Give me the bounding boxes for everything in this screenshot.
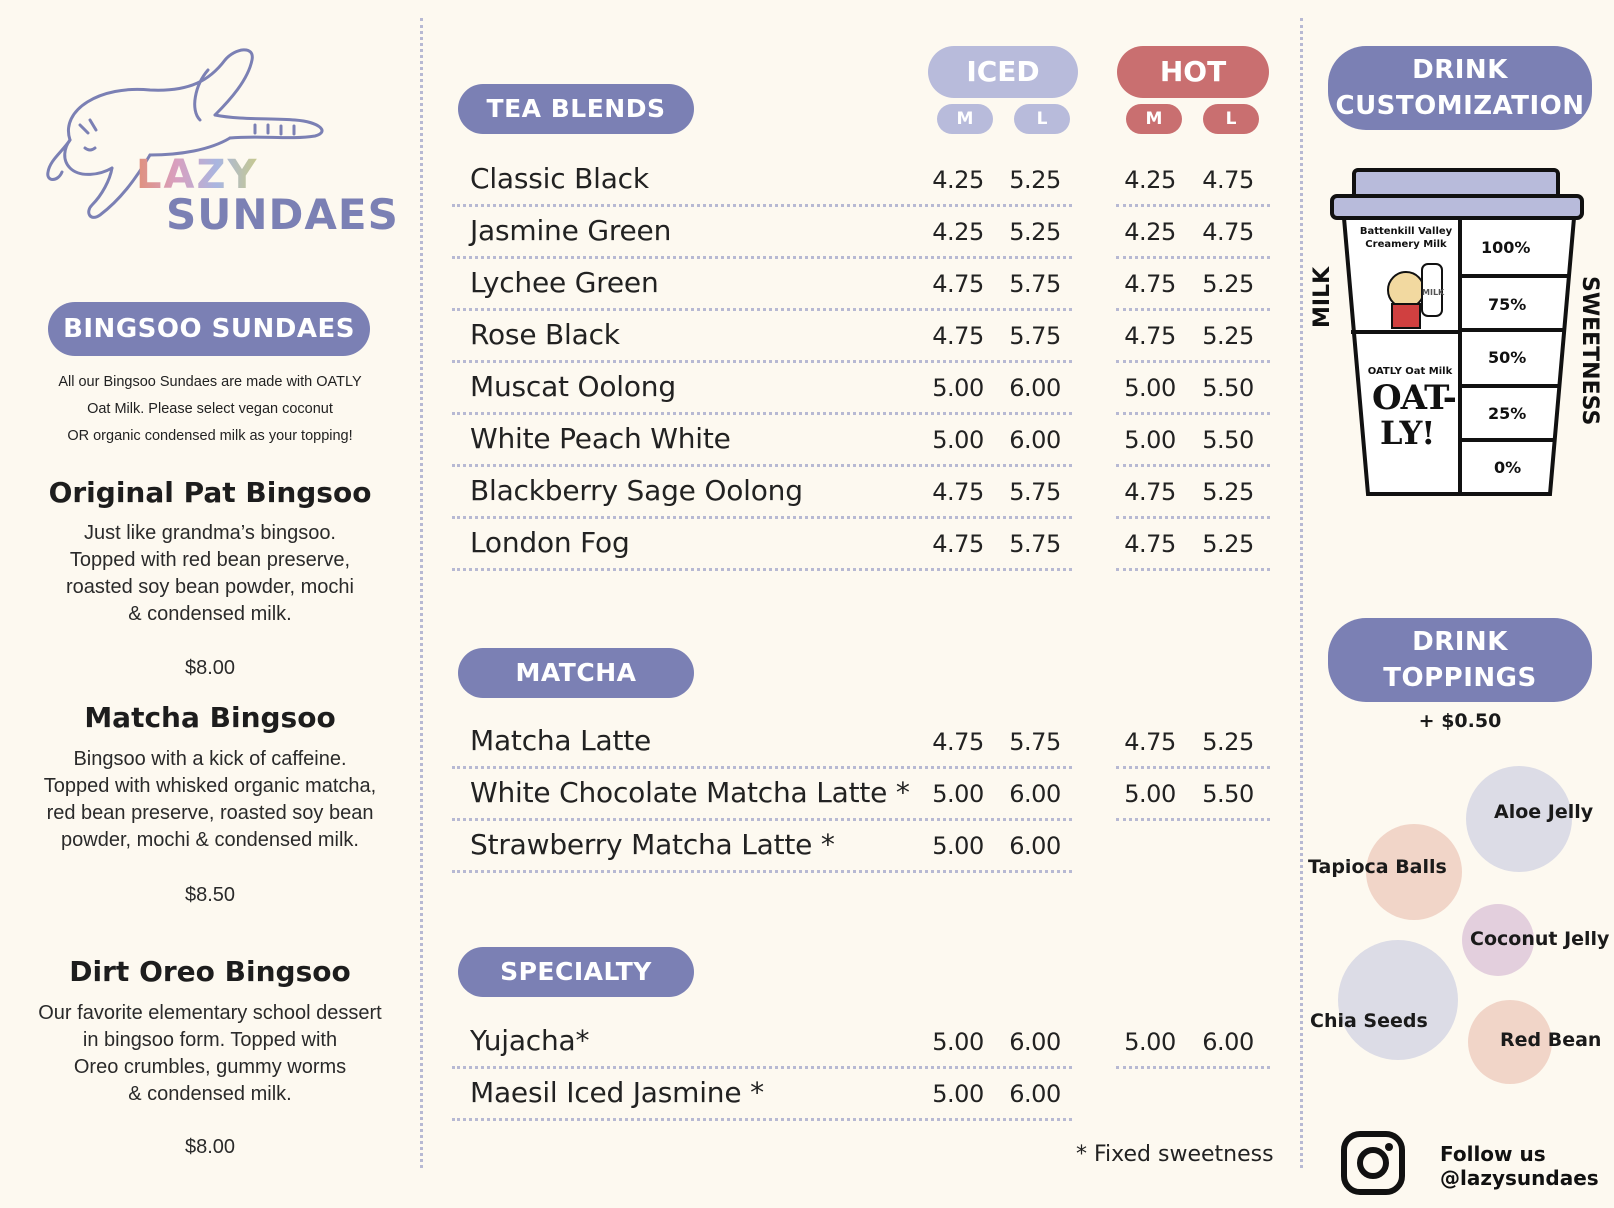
toppings-heading-line-1: DRINK <box>1412 627 1508 657</box>
bingsoo-item-price: $8.00 <box>184 1136 236 1158</box>
price-hot-l: 5.25 <box>1202 478 1254 506</box>
row-divider <box>1116 464 1270 467</box>
price-iced-l: 6.00 <box>1009 1080 1061 1108</box>
milk-mascot-icon <box>1388 272 1424 308</box>
column-divider-right <box>1300 18 1303 1168</box>
price-iced-l: 5.25 <box>1009 166 1061 194</box>
row-divider <box>1116 516 1270 519</box>
social-follow-label: Follow us <box>1440 1142 1546 1166</box>
iced-column-heading: ICED <box>928 46 1078 98</box>
section-heading-matcha: MATCHA <box>458 648 694 698</box>
menu-row <box>452 1018 1272 1070</box>
price-iced-l: 5.75 <box>1009 322 1061 350</box>
menu-row <box>452 208 1272 260</box>
price-iced-l: 5.75 <box>1009 270 1061 298</box>
sweetness-level-25: 25% <box>1488 404 1527 423</box>
price-iced-m: 5.00 <box>932 426 984 454</box>
row-divider <box>452 464 1072 467</box>
row-divider <box>1116 360 1270 363</box>
row-divider <box>1116 766 1270 769</box>
menu-row <box>452 520 1272 572</box>
row-divider <box>452 818 1072 821</box>
menu-row <box>452 468 1272 520</box>
bingsoo-item-name: Original Pat Bingsoo <box>48 476 372 509</box>
price-hot-m: 5.00 <box>1124 426 1176 454</box>
menu-row <box>452 260 1272 312</box>
bingsoo-item-desc-line: Our favorite elementary school dessert <box>38 1002 382 1024</box>
bingsoo-item-desc-line: Bingsoo with a kick of caffeine. <box>73 748 347 770</box>
bingsoo-column <box>0 0 420 1208</box>
bingsoo-item-desc-line: & condensed milk. <box>128 1083 292 1105</box>
price-iced-l: 5.75 <box>1009 530 1061 558</box>
iced-size-m: M <box>937 104 993 134</box>
bingsoo-heading: BINGSOO SUNDAES <box>48 302 370 356</box>
price-iced-m: 4.75 <box>932 478 984 506</box>
price-hot-m: 5.00 <box>1124 374 1176 402</box>
customization-heading-line-1: DRINK <box>1412 55 1508 85</box>
row-divider <box>452 568 1072 571</box>
price-hot-m: 4.75 <box>1124 478 1176 506</box>
social-handle-link[interactable]: @lazysundaes <box>1440 1166 1599 1190</box>
bingsoo-item-name: Matcha Bingsoo <box>84 701 336 734</box>
row-divider <box>452 204 1072 207</box>
price-iced-m: 4.75 <box>932 322 984 350</box>
row-divider <box>1116 256 1270 259</box>
toppings-price: + $0.50 <box>1418 710 1502 732</box>
brand-logo <box>40 40 399 240</box>
price-iced-l: 6.00 <box>1009 426 1061 454</box>
row-divider <box>452 516 1072 519</box>
hot-column-heading: HOT <box>1117 46 1269 98</box>
iced-size-l: L <box>1014 104 1070 134</box>
column-divider-left <box>420 18 423 1168</box>
menu-row <box>452 364 1272 416</box>
oatly-logo-line-2: LY! <box>1380 414 1435 452</box>
price-hot-l: 5.50 <box>1202 780 1254 808</box>
price-hot-l: 5.50 <box>1202 426 1254 454</box>
menu-row <box>452 416 1272 468</box>
price-hot-m: 5.00 <box>1124 780 1176 808</box>
price-hot-l: 4.75 <box>1202 218 1254 246</box>
bingsoo-item-desc-line: Topped with whisked organic matcha, <box>43 775 377 797</box>
price-iced-m: 5.00 <box>932 1028 984 1056</box>
row-divider <box>452 870 1072 873</box>
instagram-icon[interactable] <box>1340 1130 1406 1196</box>
bingsoo-item-desc-line: Oreo crumbles, gummy worms <box>73 1056 347 1078</box>
drink-name: Muscat Oolong <box>470 370 676 403</box>
menu-row <box>452 156 1272 208</box>
row-divider <box>1116 568 1270 571</box>
drink-name: London Fog <box>470 526 630 559</box>
menu-row <box>452 1070 1272 1122</box>
sweetness-level-100: 100% <box>1481 238 1531 257</box>
brand-word-lazy: LAZY <box>136 152 259 198</box>
price-hot-l: 5.25 <box>1202 322 1254 350</box>
drink-name: Rose Black <box>470 318 620 351</box>
price-hot-l: 5.50 <box>1202 374 1254 402</box>
row-divider <box>452 1118 1072 1121</box>
price-hot-l: 5.25 <box>1202 270 1254 298</box>
bingsoo-item-desc-line: powder, mochi & condensed milk. <box>61 829 359 851</box>
row-divider <box>452 308 1072 311</box>
milk-top-line-1: Battenkill Valley <box>1359 226 1453 237</box>
sweetness-axis-label: SWEETNESS <box>1577 276 1602 426</box>
cup-icon <box>1318 164 1600 504</box>
bingsoo-item-desc-line: in bingsoo form. Topped with <box>82 1029 338 1051</box>
topping-chia-seeds: Chia Seeds <box>1310 1010 1428 1032</box>
milk-axis-label: MILK <box>1310 266 1335 328</box>
price-iced-l: 6.00 <box>1009 1028 1061 1056</box>
price-hot-m: 4.25 <box>1124 218 1176 246</box>
drink-name: Matcha Latte <box>470 724 652 757</box>
row-divider <box>1116 308 1270 311</box>
row-divider <box>452 256 1072 259</box>
price-iced-l: 5.75 <box>1009 478 1061 506</box>
price-hot-l: 5.25 <box>1202 728 1254 756</box>
toppings-heading-line-2: TOPPINGS <box>1383 663 1537 693</box>
toppings-heading <box>1328 618 1592 702</box>
drink-name: White Peach White <box>470 422 731 455</box>
drink-name: Yujacha* <box>470 1024 590 1057</box>
drink-name: White Chocolate Matcha Latte * <box>470 776 910 809</box>
row-divider <box>1116 412 1270 415</box>
drink-name: Jasmine Green <box>470 214 672 247</box>
price-iced-m: 4.75 <box>932 728 984 756</box>
bingsoo-item-desc-line: & condensed milk. <box>128 603 292 625</box>
section-heading-specialty: SPECIALTY <box>458 947 694 997</box>
topping-coconut-jelly: Coconut Jelly <box>1470 928 1610 950</box>
menu-row <box>452 822 1272 874</box>
price-iced-l: 6.00 <box>1009 832 1061 860</box>
price-iced-l: 5.75 <box>1009 728 1061 756</box>
price-iced-m: 4.75 <box>932 530 984 558</box>
menu-row <box>452 770 1272 822</box>
price-hot-m: 5.00 <box>1124 1028 1176 1056</box>
bingsoo-intro-line-2: Oat Milk. Please select vegan coconut <box>87 401 333 417</box>
row-divider <box>1116 1066 1270 1069</box>
topping-aloe-jelly: Aloe Jelly <box>1494 801 1594 823</box>
price-hot-m: 4.75 <box>1124 322 1176 350</box>
section-heading-tea-blends: TEA BLENDS <box>458 84 694 134</box>
price-iced-m: 5.00 <box>932 832 984 860</box>
bingsoo-item-price: $8.50 <box>184 884 236 906</box>
price-hot-m: 4.75 <box>1124 530 1176 558</box>
milk-top-line-2: Creamery Milk <box>1365 239 1447 250</box>
row-divider <box>452 412 1072 415</box>
price-hot-m: 4.25 <box>1124 166 1176 194</box>
bingsoo-item-price: $8.00 <box>184 657 236 679</box>
drink-name: Maesil Iced Jasmine * <box>470 1076 764 1109</box>
drink-name: Strawberry Matcha Latte * <box>470 828 835 861</box>
price-hot-m: 4.75 <box>1124 728 1176 756</box>
bingsoo-item-desc-line: Just like grandma’s bingsoo. <box>84 522 336 544</box>
bingsoo-item-name: Dirt Oreo Bingsoo <box>69 955 351 988</box>
price-iced-l: 6.00 <box>1009 374 1061 402</box>
milk-bottom-label: OATLY Oat Milk <box>1367 366 1453 377</box>
price-hot-l: 6.00 <box>1202 1028 1254 1056</box>
drink-cup-diagram <box>1318 164 1600 504</box>
row-divider <box>1116 204 1270 207</box>
price-iced-l: 6.00 <box>1009 780 1061 808</box>
price-hot-l: 4.75 <box>1202 166 1254 194</box>
price-iced-m: 4.25 <box>932 166 984 194</box>
oatly-logo-line-1: OAT- <box>1372 378 1456 418</box>
menu-row <box>452 312 1272 364</box>
price-iced-m: 5.00 <box>932 780 984 808</box>
milk-top-badge: MILK <box>1422 288 1445 297</box>
drink-name: Classic Black <box>470 162 649 195</box>
menu-row <box>452 718 1272 770</box>
price-iced-m: 4.75 <box>932 270 984 298</box>
price-hot-m: 4.75 <box>1124 270 1176 298</box>
price-iced-m: 5.00 <box>932 1080 984 1108</box>
drink-name: Lychee Green <box>470 266 659 299</box>
bingsoo-item-desc-line: red bean preserve, roasted soy bean <box>46 802 374 824</box>
bingsoo-item-desc-line: roasted soy bean powder, mochi <box>66 576 354 598</box>
price-iced-l: 5.25 <box>1009 218 1061 246</box>
topping-red-bean: Red Bean <box>1500 1029 1602 1051</box>
sweetness-level-50: 50% <box>1488 348 1527 367</box>
hot-size-m: M <box>1126 104 1182 134</box>
row-divider <box>452 766 1072 769</box>
price-iced-m: 4.25 <box>932 218 984 246</box>
bingsoo-intro-line-3: OR organic condensed milk as your topping! <box>67 428 353 444</box>
topping-bubble-chia <box>1338 940 1458 1060</box>
footnote-fixed-sweetness: * Fixed sweetness <box>1076 1142 1274 1167</box>
row-divider <box>452 1066 1072 1069</box>
price-hot-l: 5.25 <box>1202 530 1254 558</box>
sweetness-level-0: 0% <box>1494 458 1522 477</box>
sweetness-level-75: 75% <box>1488 295 1527 314</box>
row-divider <box>1116 818 1270 821</box>
bingsoo-intro-line-1: All our Bingsoo Sundaes are made with OATLY <box>58 374 362 390</box>
price-iced-m: 5.00 <box>932 374 984 402</box>
bingsoo-item-desc-line: Topped with red bean preserve, <box>69 549 351 571</box>
brand-word-sundaes: SUNDAES <box>166 190 399 239</box>
hot-size-l: L <box>1203 104 1259 134</box>
customization-heading <box>1328 46 1592 130</box>
topping-tapioca-balls: Tapioca Balls <box>1308 856 1447 878</box>
drink-name: Blackberry Sage Oolong <box>470 474 803 507</box>
customization-heading-line-2: CUSTOMIZATION <box>1335 91 1585 121</box>
row-divider <box>452 360 1072 363</box>
